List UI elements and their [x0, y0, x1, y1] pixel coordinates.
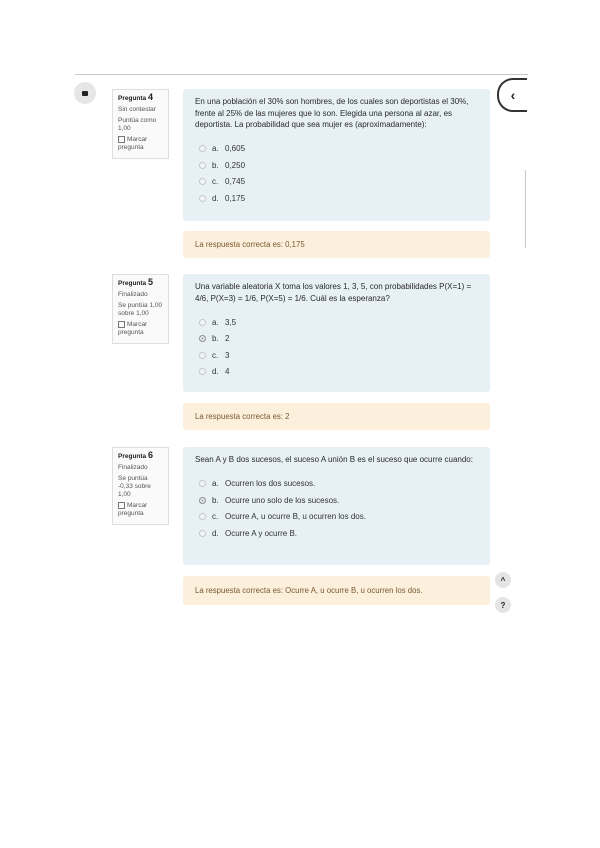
question-info-5 — [112, 274, 169, 344]
drawer-toggle-button[interactable] — [74, 82, 96, 104]
radio-button[interactable] — [199, 162, 206, 169]
answer-option-b[interactable]: b. 0,250 — [195, 157, 479, 174]
question-score: Se puntúa -0,33 sobre 1,00 — [118, 475, 151, 498]
question-status: Finalizado — [118, 464, 148, 471]
answer-option-a[interactable]: a. 3,5 — [195, 314, 479, 331]
chevron-left-icon: ‹ — [510, 87, 516, 103]
radio-button[interactable] — [199, 319, 206, 326]
answer-option-d[interactable]: d. 0,175 — [195, 190, 479, 207]
radio-button-selected[interactable] — [199, 335, 206, 342]
question-score: Puntúa como 1,00 — [118, 117, 157, 132]
question-number: 4 — [147, 92, 153, 102]
question-box-4 — [183, 89, 490, 221]
flag-question-link[interactable]: Marcar pregunta — [118, 321, 148, 337]
question-info-4 — [112, 89, 169, 159]
question-mark-icon: ? — [500, 600, 506, 610]
radio-button[interactable] — [199, 178, 206, 185]
answer-option-d[interactable]: d. 4 — [195, 364, 479, 381]
radio-button[interactable] — [199, 145, 206, 152]
collapse-block-button[interactable] — [497, 78, 527, 112]
question-number: 6 — [147, 450, 153, 460]
chevron-up-icon: ^ — [500, 575, 506, 585]
question-text: Una variable aleatoria X toma los valores 1, 3, 5, con probabilidades P(X=1) = 4/6, P(X=3) = 1/6, P(X=5) = 1/6. Cuál es la esperanza? — [195, 282, 472, 303]
answer-option-a[interactable]: a. Ocurren los dos sucesos. — [195, 476, 479, 493]
answer-option-b[interactable]: b. 2 — [195, 331, 479, 348]
flag-icon — [118, 321, 125, 328]
flag-question-link[interactable]: Marcar pregunta — [118, 136, 148, 152]
question-text: En una población el 30% son hombres, de los cuales son deportistas el 30%, frente al 25% de las mujeres que lo son. Elegida una persona al azar, es deportista. La probabilidad que sea mujer es (aproximadamente): — [195, 97, 469, 129]
radio-button[interactable] — [199, 513, 206, 520]
correct-answer-feedback: La respuesta correcta es: 0,175 — [183, 231, 490, 258]
answer-option-d[interactable]: d. Ocurre A y ocurre B. — [195, 525, 479, 542]
answer-option-c[interactable]: c. Ocurre A, u ocurre B, u ocurren los dos. — [195, 509, 479, 526]
radio-button[interactable] — [199, 368, 206, 375]
question-status: Finalizado — [118, 291, 148, 298]
question-number: 5 — [147, 277, 153, 287]
radio-button[interactable] — [199, 352, 206, 359]
correct-answer-feedback: La respuesta correcta es: 2 — [183, 403, 490, 430]
question-label: Pregunta — [118, 453, 147, 460]
scroll-up-button[interactable] — [495, 572, 511, 588]
help-button[interactable] — [495, 597, 511, 613]
answer-option-a[interactable]: a. 0,605 — [195, 141, 479, 158]
question-box-6 — [183, 447, 490, 565]
question-box-5 — [183, 274, 490, 392]
correct-answer-feedback: La respuesta correcta es: Ocurre A, u ocurre B, u ocurren los dos. — [183, 576, 490, 605]
radio-button[interactable] — [199, 480, 206, 487]
answer-option-c[interactable]: c. 0,745 — [195, 174, 479, 191]
answer-option-b[interactable]: b. Ocurre uno solo de los sucesos. — [195, 492, 479, 509]
flag-icon — [118, 136, 125, 143]
flag-icon — [118, 502, 125, 509]
question-label: Pregunta — [118, 280, 147, 287]
question-score: Se puntúa 1,00 sobre 1,00 — [118, 302, 163, 317]
question-info-6 — [112, 447, 169, 525]
radio-button[interactable] — [199, 530, 206, 537]
question-text: Sean A y B dos sucesos, el suceso A unión B es el suceso que ocurre cuando: — [195, 455, 473, 464]
radio-button-selected[interactable] — [199, 497, 206, 504]
question-label: Pregunta — [118, 95, 147, 102]
question-status: Sin contestar — [118, 106, 156, 113]
square-icon — [82, 91, 88, 96]
answer-option-c[interactable]: c. 3 — [195, 347, 479, 364]
top-divider — [75, 74, 528, 75]
flag-question-link[interactable]: Marcar pregunta — [118, 502, 148, 518]
radio-button[interactable] — [199, 195, 206, 202]
scrollbar[interactable] — [525, 170, 526, 248]
